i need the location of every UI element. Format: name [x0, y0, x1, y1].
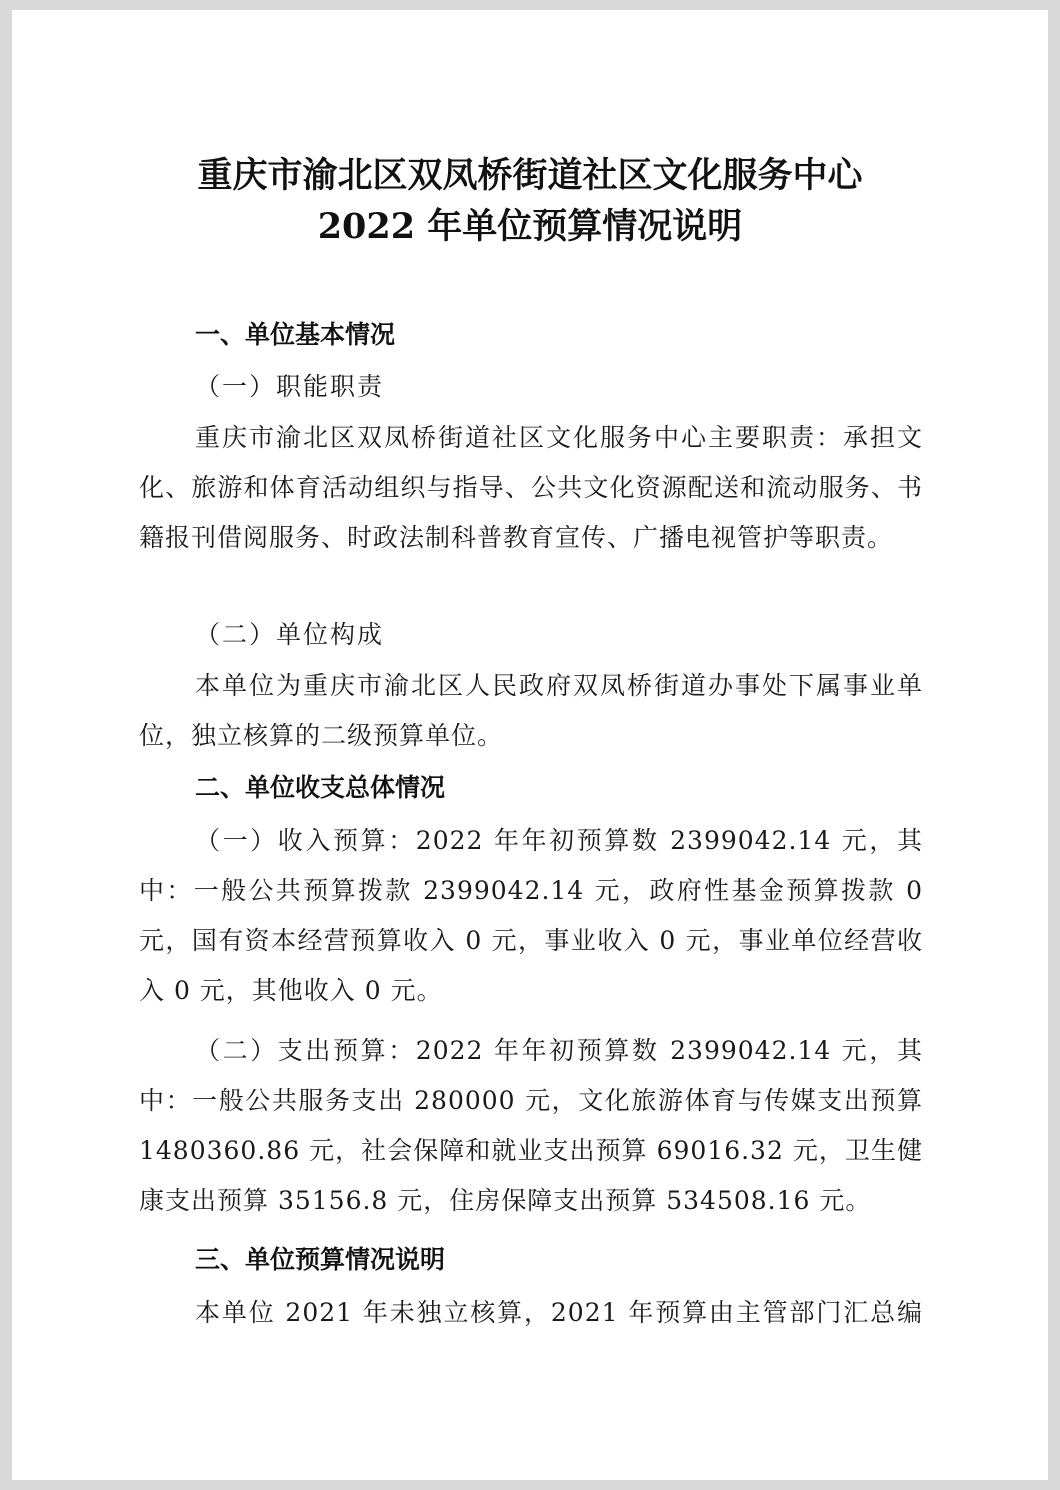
section1-heading: 一、单位基本情况 — [195, 320, 396, 349]
section3-para1: 本单位 2021 年未独立核算，2021 年预算由主管部门汇总编 — [195, 1298, 923, 1327]
section1-sub1: （一）职能职责 — [195, 372, 385, 401]
document-title-line2: 2022 年单位预算情况说明 — [317, 206, 743, 247]
document-title-line1: 重庆市渝北区双凤桥街道社区文化服务中心 — [197, 155, 863, 196]
document-page — [12, 10, 1048, 1480]
section3-heading: 三、单位预算情况说明 — [195, 1245, 446, 1274]
section2-heading: 二、单位收支总体情况 — [195, 773, 446, 802]
section1-sub2: （二）单位构成 — [195, 620, 385, 649]
section1-para2: 本单位为重庆市渝北区人民政府双凤桥街道办事处下属事业单位，独立核算的二级预算单位。 — [139, 671, 923, 750]
section1-para1: 重庆市渝北区双凤桥街道社区文化服务中心主要职责：承担文化、旅游和体育活动组织与指导、公共文化资源配送和流动服务、书籍报刊借阅服务、时政法制科普教育宣传、广播电视管护等职责。 — [139, 423, 923, 552]
section2-expense-para: （二）支出预算：2022 年年初预算数 2399042.14 元，其中：一般公共服务支出 280000 元，文化旅游体育与传媒支出预算 1480360.86 元，社会保障和就业支出预算 69016.32 元，卫生健康支出预算 35156.8 元，住房保障支出预算 534508.16 元。 — [139, 1036, 923, 1215]
section2-income-para: （一）收入预算：2022 年年初预算数 2399042.14 元，其中：一般公共预算拨款 2399042.14 元，政府性基金预算拨款 0 元，国有资本经营预算收入 0 元，事业收入 0 元，事业单位经营收入 0 元，其他收入 0 元。 — [139, 826, 923, 1005]
